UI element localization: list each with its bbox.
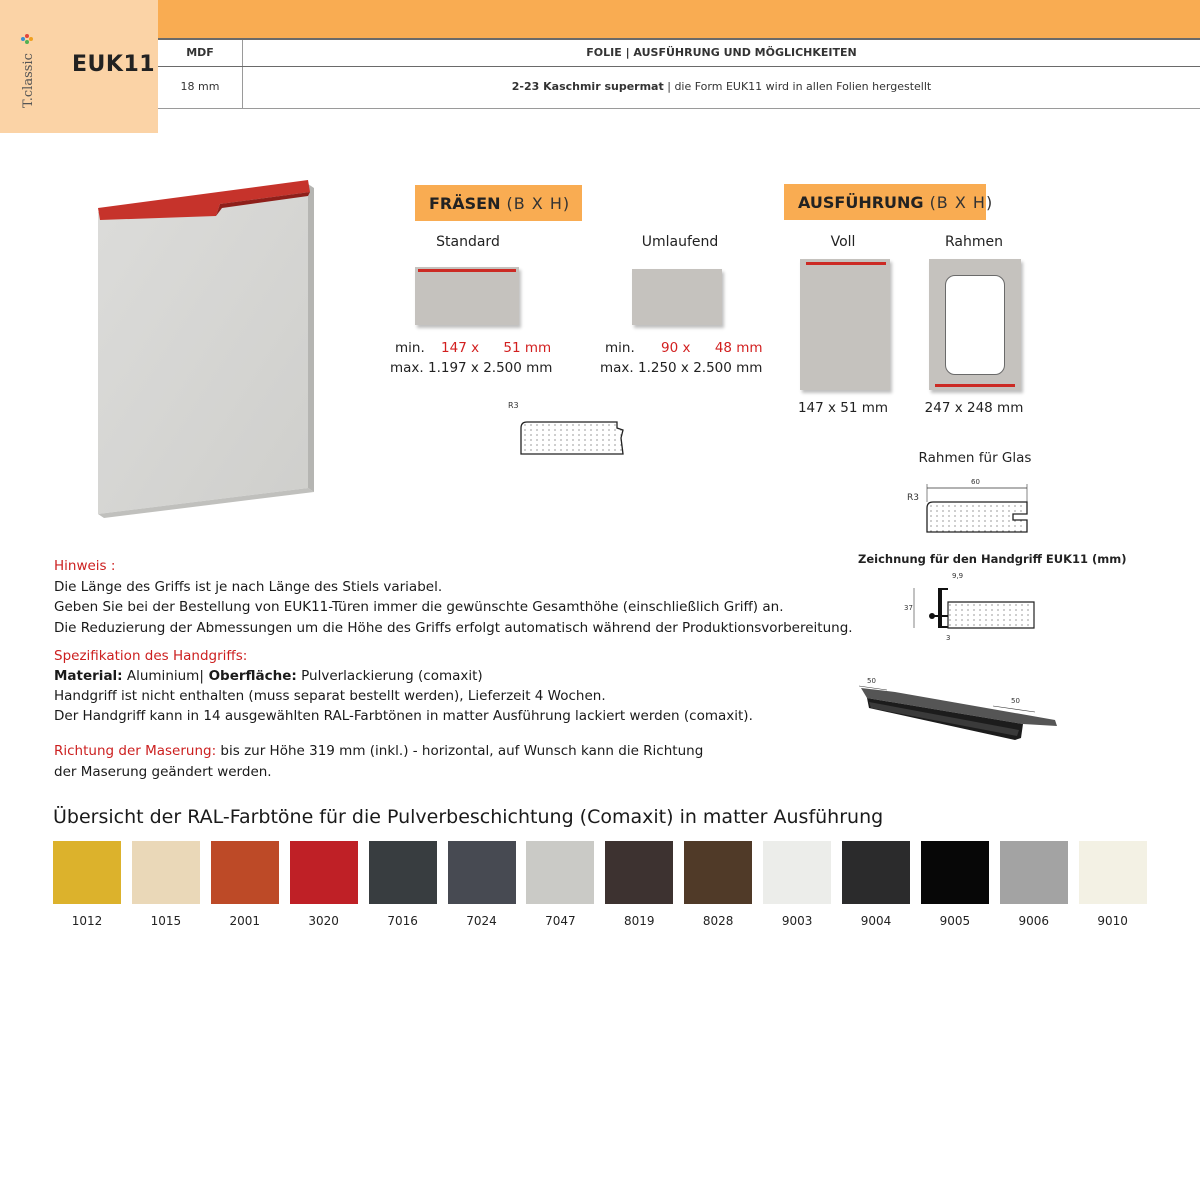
standard-min-width: 147 x (441, 340, 480, 356)
umlaufend-title: Umlaufend (641, 234, 719, 250)
table-row-divider (158, 66, 1200, 67)
ral-swatch-7047 (526, 841, 594, 904)
rahmen-window (945, 275, 1005, 375)
rahmen-title: Rahmen (945, 234, 1003, 250)
standard-min-height: 51 mm (503, 340, 552, 356)
rahmen-glas-profile-drawing (905, 474, 1035, 540)
maserung-label: Richtung der Maserung: (54, 743, 217, 759)
ral-swatch-7024 (448, 841, 516, 904)
ral-code-label: 9003 (781, 914, 813, 928)
product-code: EUK11 (72, 52, 156, 77)
door-image (70, 170, 320, 530)
material-value: Aluminium| (122, 668, 204, 684)
ral-swatch-9005 (921, 841, 989, 904)
handle-dim-right: 50 (1011, 697, 1020, 705)
ral-overview-title: Übersicht der RAL-Farbtöne für die Pulverbeschichtung (Comaxit) in matter Ausführung (53, 806, 884, 828)
fraesen-profile-drawing (505, 398, 630, 460)
fraesen-title: FRÄSEN (429, 193, 501, 213)
folie-description: | die Form EUK11 wird in allen Folien hergestellt (663, 80, 932, 93)
header-bar (158, 0, 1200, 40)
ausfuehrung-dimension-label: (B X H) (929, 192, 994, 212)
standard-title: Standard (436, 234, 500, 250)
handle-profile-drawing (900, 568, 1040, 644)
ral-swatch-9006 (1000, 841, 1068, 904)
handle-dim-bottom: 3 (946, 634, 951, 642)
ral-code-label: 8019 (624, 914, 655, 928)
ral-swatch-3020 (290, 841, 358, 904)
handle-drawing-title: Zeichnung für den Handgriff EUK11 (mm) (858, 552, 1127, 566)
brand-panel (0, 0, 158, 133)
voll-handle-strip (806, 262, 886, 265)
ausfuehrung-title: AUSFÜHRUNG (798, 192, 924, 212)
ral-swatch-9003 (763, 841, 831, 904)
hinweis-line-1: Die Länge des Griffs ist je nach Länge des Stiels variabel. (54, 579, 443, 595)
standard-min-label: min. (395, 340, 425, 356)
hinweis-line-3: Die Reduzierung der Abmessungen um die Höhe des Griffs erfolgt automatisch während der Produktionsvorbereitung. (54, 620, 853, 636)
ral-swatch-9004 (842, 841, 910, 904)
glas-width-label: 60 (971, 478, 980, 486)
ral-code-label: 7047 (545, 914, 576, 928)
umlaufend-max: max. 1.250 x 2.500 mm (600, 360, 763, 376)
ral-code-label: 7024 (466, 914, 497, 928)
maserung-line-2: der Maserung geändert werden. (54, 764, 272, 780)
rahmen-glas-title: Rahmen für Glas (918, 450, 1032, 466)
spezifikation-line-3: Der Handgriff kann in 14 ausgewählten RAL-Farbtönen in matter Ausführung lackiert werden (comaxit). (54, 708, 753, 724)
ral-code-label: 3020 (308, 914, 339, 928)
handle-dim-left: 50 (867, 677, 876, 685)
ral-code-label: 9004 (860, 914, 892, 928)
brand-logo (12, 30, 42, 110)
ral-swatch-8019 (605, 841, 673, 904)
standard-max: max. 1.197 x 2.500 mm (390, 360, 553, 376)
ral-code-label: 2001 (229, 914, 261, 928)
hinweis-title: Hinweis : (54, 558, 116, 574)
maserung-line-1 (54, 741, 703, 761)
ral-swatch-1012 (53, 841, 121, 904)
glas-radius-label: R3 (907, 493, 919, 503)
umlaufend-min (605, 340, 763, 356)
col-header-mdf: MDF (186, 46, 214, 59)
ral-swatch-2001 (211, 841, 279, 904)
surface-label: Oberfläche: (203, 668, 297, 684)
ral-swatch-7016 (369, 841, 437, 904)
profile-radius-label: R3 (508, 401, 519, 410)
handle-dim-top: 9,9 (952, 572, 964, 580)
fraesen-dimension-label: (B X H) (506, 193, 571, 213)
umlaufend-min-width: 90 x (661, 340, 691, 356)
umlaufend-sample (632, 269, 722, 325)
maserung-text-1: bis zur Höhe 319 mm (inkl.) - horizontal, auf Wunsch kann die Richtung (216, 743, 704, 759)
umlaufend-min-height: 48 mm (714, 340, 763, 356)
spezifikation-line-2: Handgriff ist nicht enthalten (muss separat bestellt werden), Lieferzeit 4 Wochen. (54, 688, 606, 704)
voll-title: Voll (830, 234, 856, 250)
ral-swatch-1015 (132, 841, 200, 904)
ral-code-label: 9005 (939, 914, 971, 928)
rahmen-handle-strip (935, 384, 1015, 387)
voll-size: 147 x 51 mm (797, 400, 889, 416)
spezifikation-title: Spezifikation des Handgriffs: (54, 648, 248, 664)
material-label: Material: (54, 668, 123, 684)
voll-sample (800, 259, 890, 390)
folie-name: 2-23 Kaschmir supermat (511, 80, 664, 93)
ral-swatch-8028 (684, 841, 752, 904)
ral-code-label: 9010 (1097, 914, 1128, 928)
standard-sample (415, 267, 519, 325)
brand-logo-text: T.classic (21, 53, 36, 108)
surface-value: Pulverlackierung (comaxit) (296, 668, 483, 684)
handle-product-drawing (855, 672, 1065, 742)
col-header-folie: FOLIE | AUSFÜHRUNG UND MÖGLICHKEITEN (586, 46, 857, 59)
rahmen-size: 247 x 248 mm (924, 400, 1024, 416)
ausfuehrung-badge (784, 184, 994, 220)
standard-handle-strip (418, 269, 516, 272)
fraesen-badge (415, 185, 582, 221)
hinweis-line-2: Geben Sie bei der Bestellung von EUK11-Türen immer die gewünschte Gesamthöhe (einschließlich Griff) an. (54, 599, 784, 615)
ral-code-label: 7016 (387, 914, 418, 928)
spec-table (158, 40, 1200, 109)
ral-swatch-9010 (1079, 841, 1147, 904)
umlaufend-min-label: min. (605, 340, 635, 356)
standard-min (395, 340, 551, 356)
ral-code-label: 1015 (150, 914, 182, 928)
spezifikation-material (54, 666, 483, 686)
ral-code-label: 9006 (1018, 914, 1050, 928)
ral-code-label: 8028 (702, 914, 734, 928)
cell-mdf-value: 18 mm (180, 80, 220, 93)
ral-code-label: 1012 (71, 914, 103, 928)
cell-folie-value (243, 80, 1200, 93)
handle-dim-height: 37 (904, 604, 913, 612)
rahmen-sample (929, 259, 1021, 390)
